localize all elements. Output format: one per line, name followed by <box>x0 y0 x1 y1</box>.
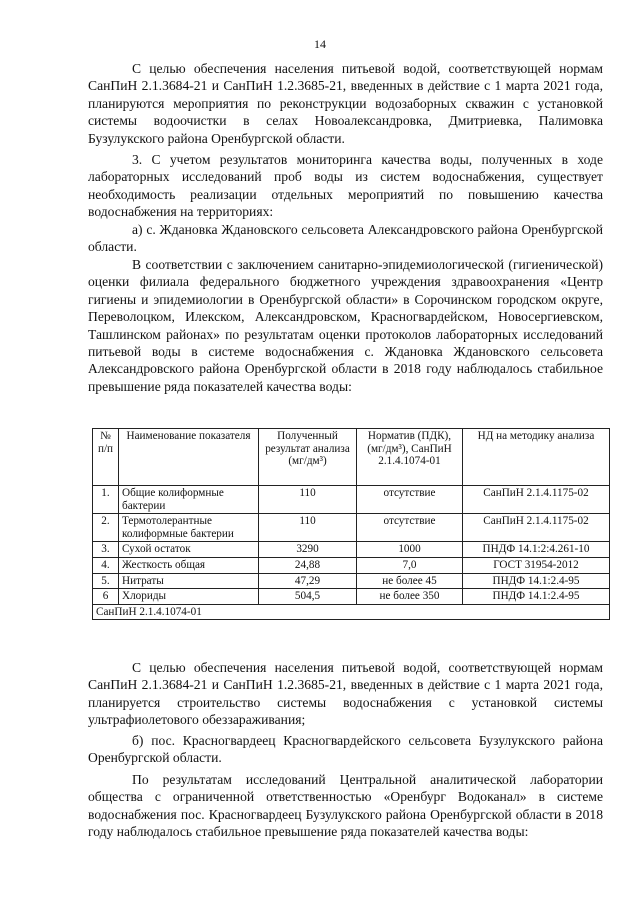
cell-number: 6 <box>93 589 119 605</box>
cell-indicator-name: Жесткость общая <box>119 557 259 573</box>
cell-number: 1. <box>93 486 119 514</box>
cell-norm: не более 350 <box>357 589 463 605</box>
header-norm: Норматив (ПДК), (мг/дм³), СанПиН 2.1.4.1074-01 <box>357 429 463 486</box>
cell-norm: 1000 <box>357 542 463 558</box>
cell-result: 110 <box>259 514 357 542</box>
table-row <box>93 542 610 558</box>
table-footer-note: СанПиН 2.1.4.1074-01 <box>93 604 610 620</box>
cell-method: ПНДФ 14.1:2:4.261-10 <box>463 542 610 558</box>
cell-method: СанПиН 2.1.4.1175-02 <box>463 486 610 514</box>
cell-norm: отсутствие <box>357 514 463 542</box>
page-number: 14 <box>314 37 326 51</box>
cell-result: 110 <box>259 486 357 514</box>
header-number: № п/п <box>93 429 119 486</box>
table-footer-row <box>93 604 610 620</box>
table-row <box>93 589 610 605</box>
paragraph-laboratory-results: По результатам исследований Центральной аналитической лаборатории общества с ограниченной ответственностью «Оренбург Водоканал» в системе водоснабжения пос. Красногвардеец Бузулукского района Оренбургской области в 2018 году наблюдалось стабильное превышение ряда показателей качества воды: <box>88 772 603 840</box>
paragraph-construction-plan: С целью обеспечения населения питьевой водой, соответствующей нормам СанПиН 2.1.3684-21 и СанПиН 1.2.3685-21, введенных в действие с 1 марта 2021 года, планируется строительство системы водоснабжения с установкой системы ультрафиолетового обеззараживания; <box>88 660 603 728</box>
table-row <box>93 514 610 542</box>
header-result: Полученный результат анализа (мг/дм³) <box>259 429 357 486</box>
cell-result: 504,5 <box>259 589 357 605</box>
header-indicator-name: Наименование показателя <box>119 429 259 486</box>
cell-method: ПНДФ 14.1:2.4-95 <box>463 573 610 589</box>
cell-indicator-name: Хлориды <box>119 589 259 605</box>
paragraph-monitoring-results: 3. С учетом результатов мониторинга качества воды, полученных в ходе лабораторных исследований проб воды из систем водоснабжения, существует необходимость реализации отдельных мероприятий по повышению качества водоснабжения на территориях: <box>88 152 603 220</box>
cell-result: 24,88 <box>259 557 357 573</box>
cell-indicator-name: Нитраты <box>119 573 259 589</box>
cell-norm: отсутствие <box>357 486 463 514</box>
cell-number: 4. <box>93 557 119 573</box>
cell-method: ПНДФ 14.1:2.4-95 <box>463 589 610 605</box>
cell-indicator-name: Сухой остаток <box>119 542 259 558</box>
paragraph-krasnogvardeets-heading: б) пос. Красногвардеец Красногвардейского сельсовета Бузулукского района Оренбургской области. <box>88 733 603 766</box>
table-row <box>93 557 610 573</box>
cell-number: 2. <box>93 514 119 542</box>
paragraph-sanitary-conclusion: В соответствии с заключением санитарно-эпидемиологической (гигиенической) оценки филиала федерального бюджетного учреждения здравоохранения «Центр гигиены и эпидемиологии в Оренбургской области» в Сорочинском городском округе, Переволоцком, Илекском, Александровском, Красногвардейском, Новосергиевском, Ташлинском районах» по результатам оценки протоколов лабораторных исследований питьевой воды в системе водоснабжения с. Ждановка Ждановского сельсовета Александровского района Оренбургской области в 2018 году наблюдалось стабильное превышение ряда показателей качества воды: <box>88 257 603 394</box>
water-quality-table <box>92 428 610 620</box>
cell-indicator-name: Общие колиформные бактерии <box>119 486 259 514</box>
cell-norm: не более 45 <box>357 573 463 589</box>
table-header-row <box>93 429 610 486</box>
cell-number: 5. <box>93 573 119 589</box>
cell-indicator-name: Термотолерантные колиформные бактерии <box>119 514 259 542</box>
cell-method: СанПиН 2.1.4.1175-02 <box>463 514 610 542</box>
cell-number: 3. <box>93 542 119 558</box>
cell-method: ГОСТ 31954-2012 <box>463 557 610 573</box>
table-row <box>93 486 610 514</box>
paragraph-reconstruction-plan: С целью обеспечения населения питьевой водой, соответствующей нормам СанПиН 2.1.3684-21 и СанПиН 1.2.3685-21, введенных в действие с 1 марта 2021 года, планируются мероприятия по реконструкции водозаборных скважин с установкой системы водоочистки в селах Новоалександровка, Дмитриевка, Палимовка Бузулукского района Оренбургской области. <box>88 61 603 146</box>
cell-norm: 7,0 <box>357 557 463 573</box>
cell-result: 47,29 <box>259 573 357 589</box>
table-row <box>93 573 610 589</box>
header-method: НД на методику анализа <box>463 429 610 486</box>
paragraph-zhdanovka-heading: а) с. Ждановка Ждановского сельсовета Александровского района Оренбургской области. <box>88 222 603 255</box>
cell-result: 3290 <box>259 542 357 558</box>
